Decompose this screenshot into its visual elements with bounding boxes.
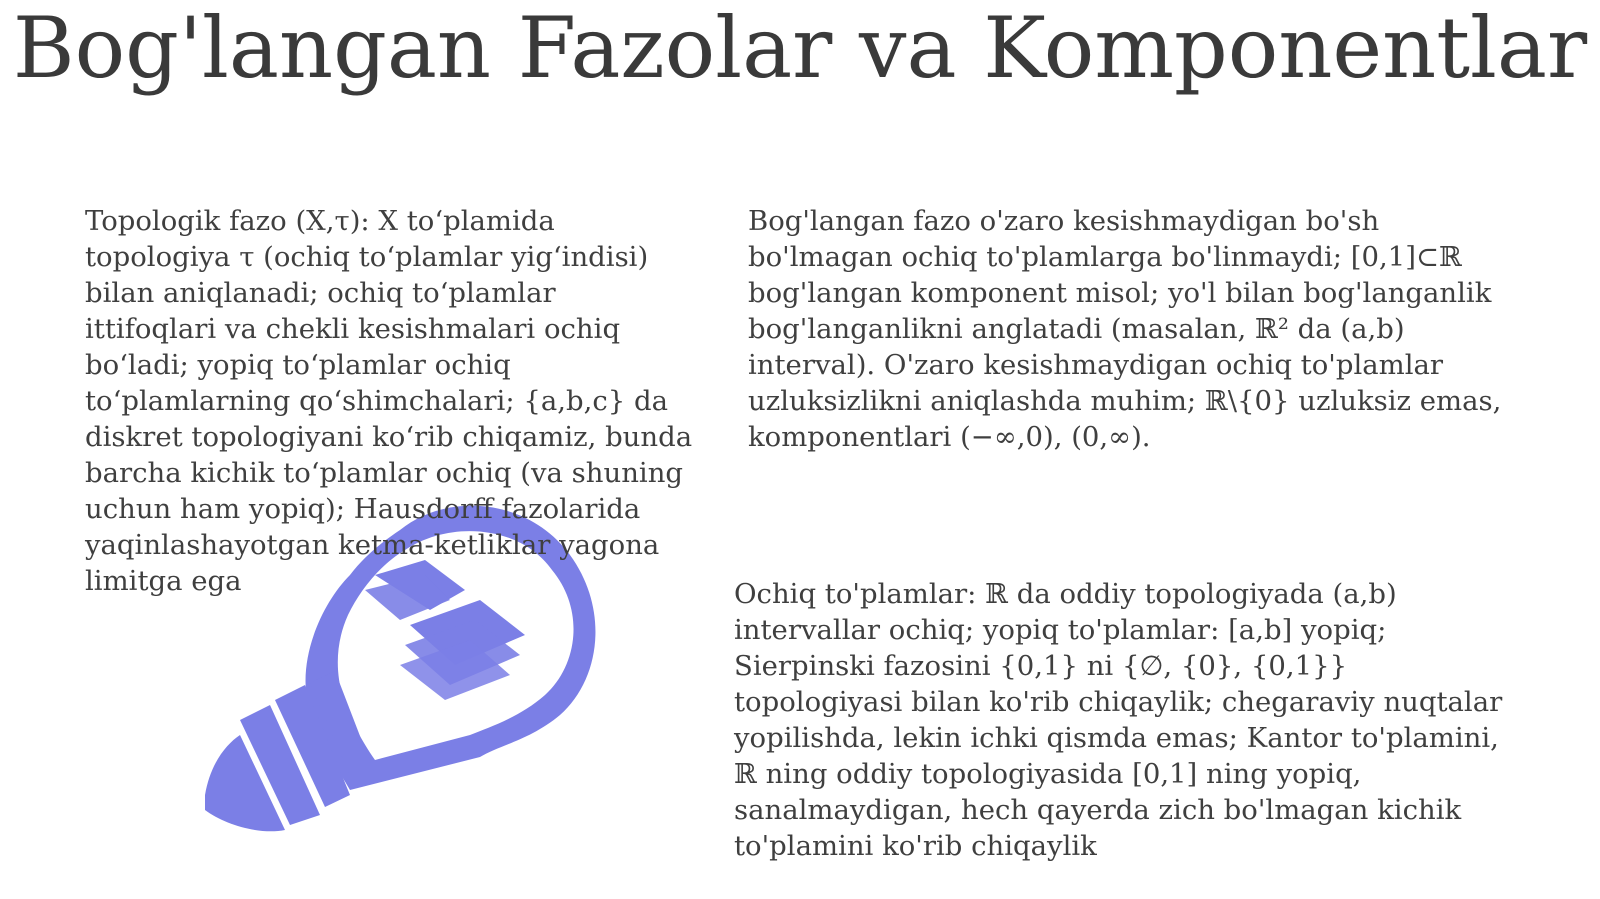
text-block-right-top: Bog'langan fazo o'zaro kesishmaydigan bo'sh bo'lmagan ochiq to'plamlarga bo'linmaydi; [0,1]⊂ℝ bog'langan komponent misol; yo'l bilan bog'langanlik bog'langanlikni anglatadi (masalan, ℝ² da (a,b) interval). O'zaro kesishmaydigan ochiq to'plamlar uzluksizlikni aniqlashda muhim; ℝ\{0} uzluksiz emas, komponentlari (−∞,0), (0,∞). — [748, 205, 1502, 453]
text-block-left: Topologik fazo (X,τ): X to‘plamida topologiya τ (ochiq to‘plamlar yig‘indisi) bilan aniqlanadi; ochiq to‘plamlar ittifoqlari va chekli kesishmalari ochiq bo‘ladi; yopiq to‘plamlar ochiq to‘plamlarning qo‘shimchalari; {a,b,c} da diskret topologiyani ko‘rib chiqamiz, bunda barcha kichik to‘plamlar ochiq (va shuning uchun ham yopiq); Hausdorff fazolarida yaqinlashayotgan ketma-ketliklar yagona limitga ega — [85, 205, 693, 597]
text-block-right-bottom: Ochiq to'plamlar: ℝ da oddiy topologiyada (a,b) intervallar ochiq; yopiq to'plamlar: [a,b] yopiq; Sierpinski fazosini {0,1} ni {∅, {0}, {0,1}} topologiyasi bilan ko'rib chiqaylik; chegaraviy nuqtalar yopilishda, lekin ichki qismda emas; Kantor to'plamini, ℝ ning oddiy topologiyasida [0,1] ning yopiq, sanalmaydigan, hech qayerda zich bo'lmagan kichik to'plamini ko'rib chiqaylik — [734, 578, 1503, 862]
slide-title: Bog'langan Fazolar va Komponentlar — [12, 0, 1588, 97]
